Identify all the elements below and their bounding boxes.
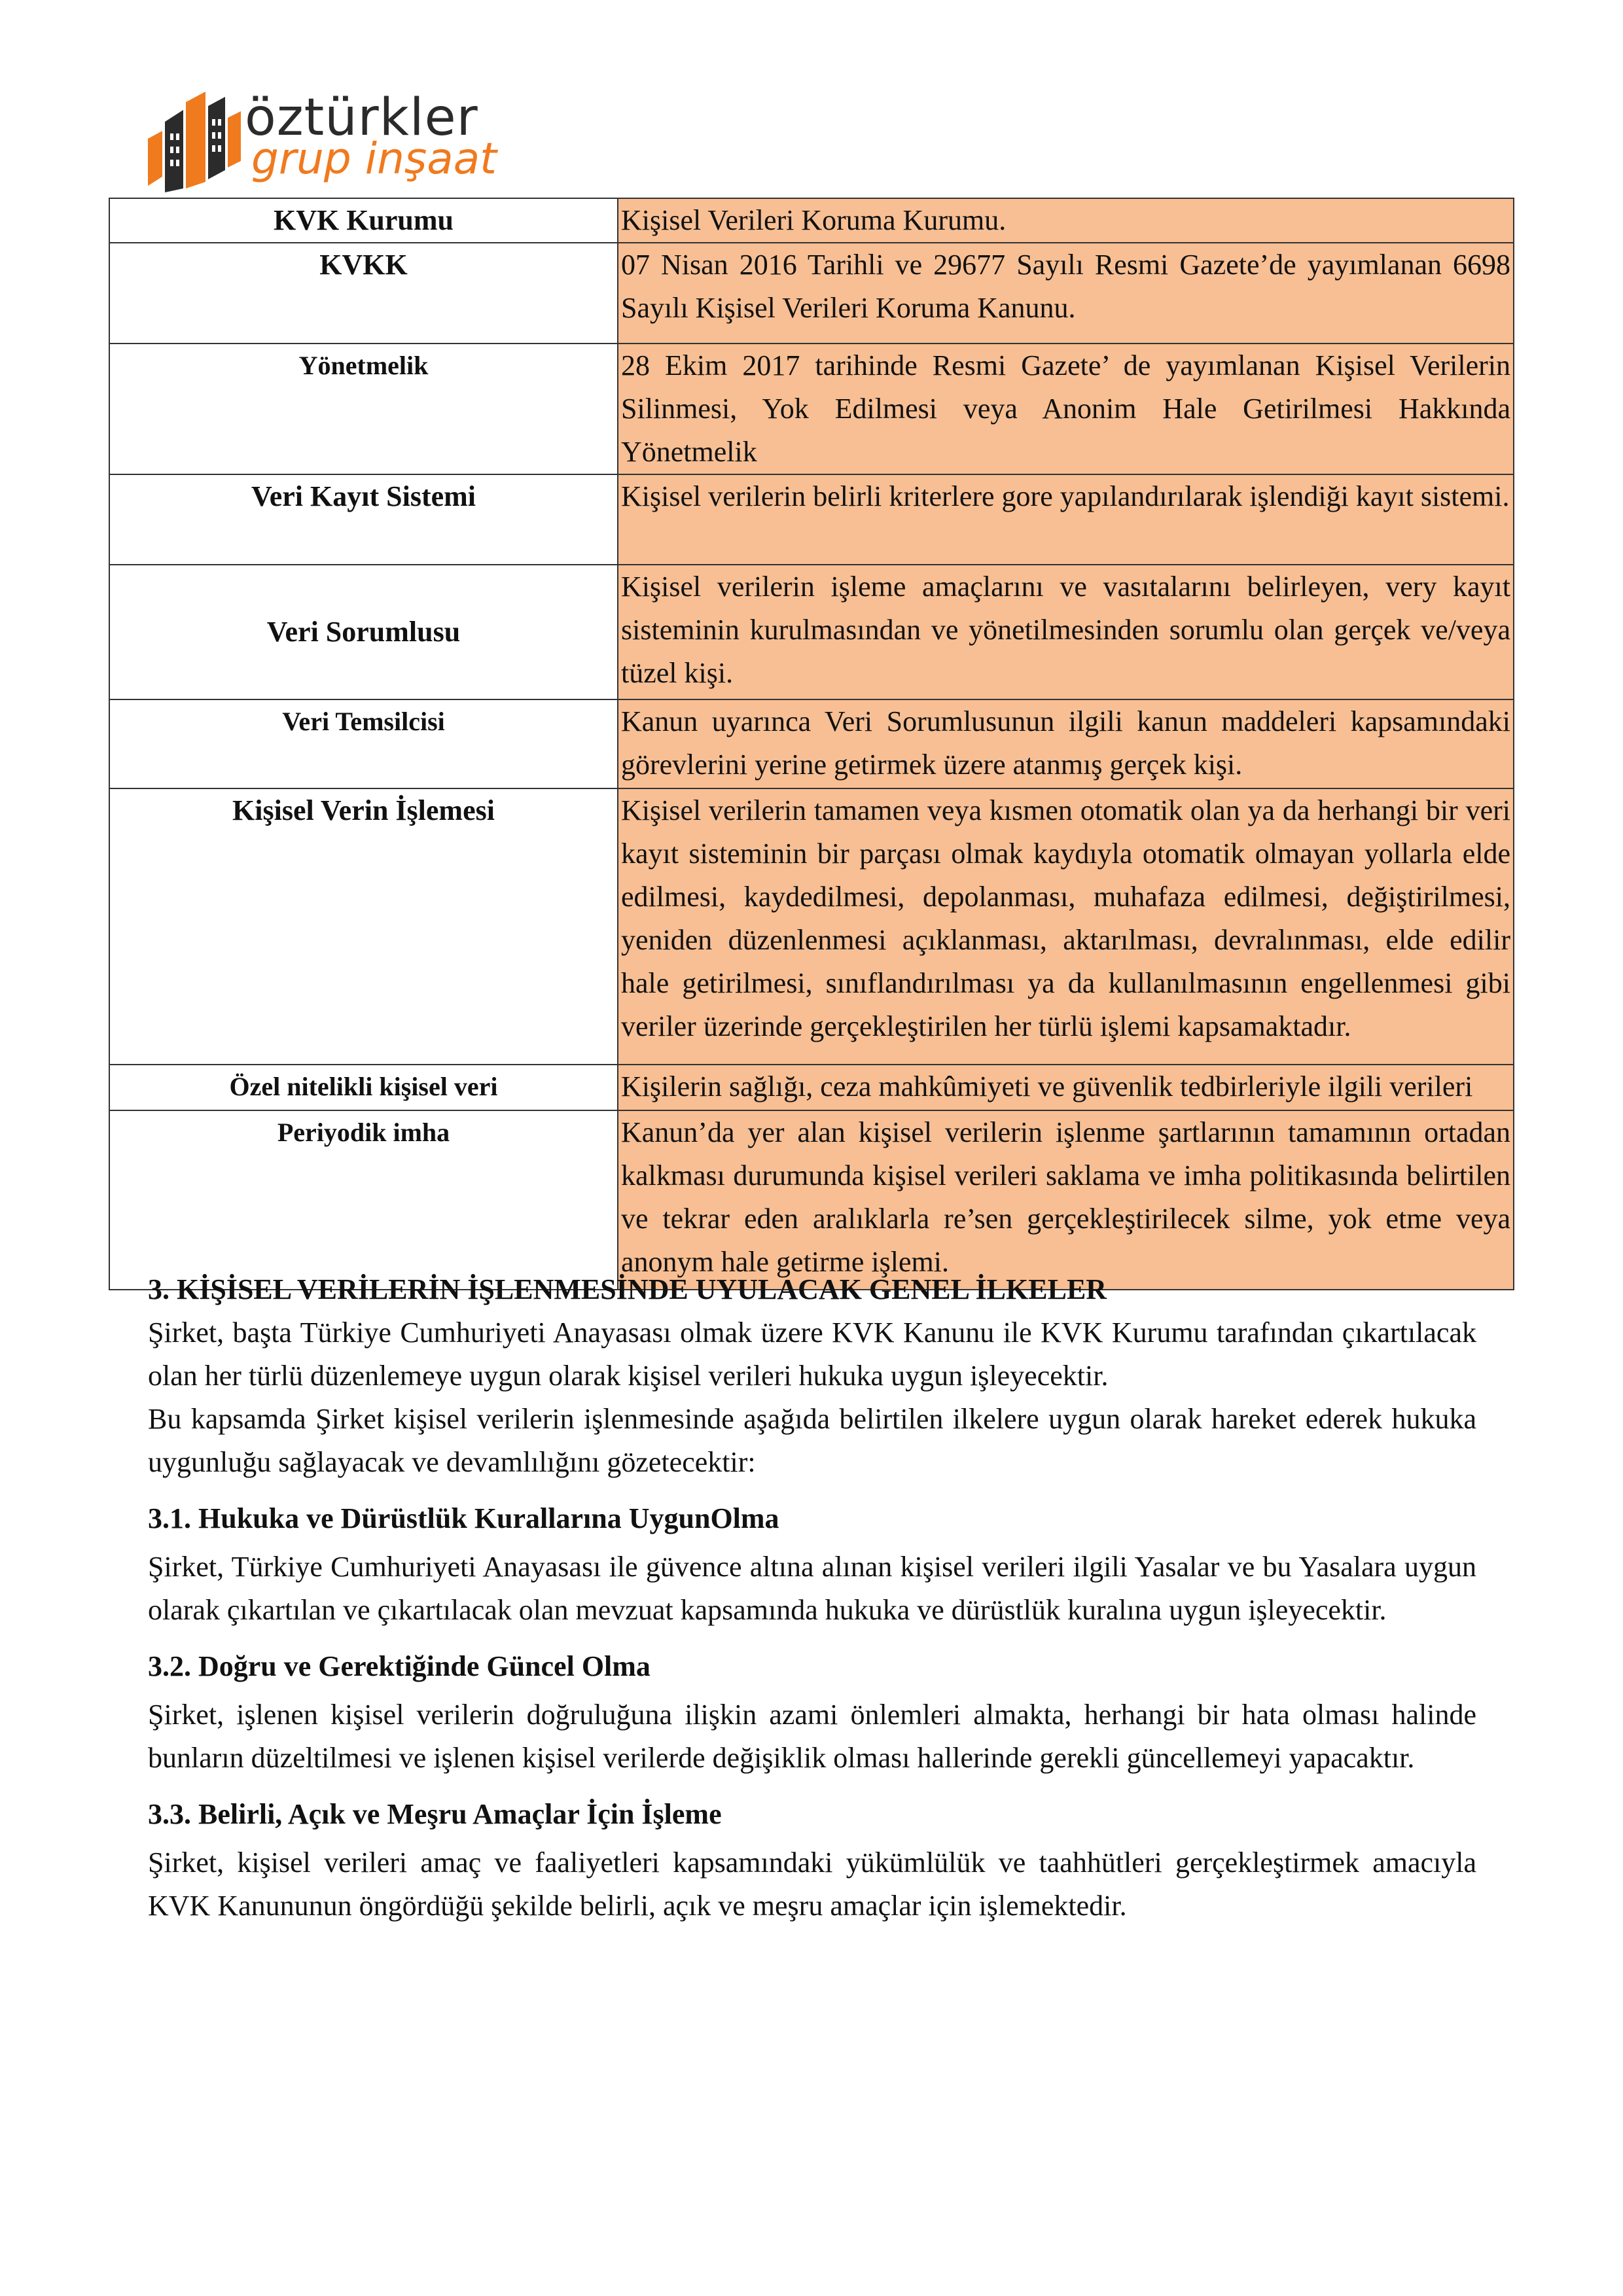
subsection-text: Şirket, Türkiye Cumhuriyeti Anayasası ile güvence altına alınan kişisel verileri ilgili Yasalar ve bu Yasalara uygun olarak çıkartılan ve çıkartılacak olan mevzuat kapsamında hukuka ve dürüstlük kuralına uygun işleyecektir. (148, 1551, 1476, 1626)
subsection-text: Şirket, kişisel verileri amaç ve faaliyetleri kapsamındaki yükümlülük ve taahhütleri gerçekleştirmek amacıyla KVK Kanununun öngördüğü şekilde belirli, açık ve meşru amaçlar için işlemektedir. (148, 1846, 1476, 1922)
definition-cell: Kişisel verilerin işleme amaçlarını ve vasıtalarını belirleyen, very kayıt sisteminin kurulmasından ve yönetilmesinden sorumlu olan gerçek ve/veya tüzel kişi. (618, 565, 1514, 699)
term-cell: Kişisel Verin İşlemesi (109, 788, 618, 1065)
term-cell: Veri Kayıt Sistemi (109, 474, 618, 565)
table-row (109, 1065, 1514, 1110)
term-cell: Veri Sorumlusu (109, 565, 618, 699)
definition-cell: Kişilerin sağlığı, ceza mahkûmiyeti ve güvenlik tedbirleriyle ilgili verileri (618, 1065, 1514, 1110)
term-cell: Yönetmelik (109, 344, 618, 474)
term-cell: KVK Kurumu (109, 198, 618, 243)
definition-cell: Kişisel verilerin tamamen veya kısmen otomatik olan ya da herhangi bir veri kayıt sisteminin bir parçası olmak kaydıyla otomatik olmayan yollarla elde edilmesi, kaydedilmesi, depolanması, muhafaza edilmesi, değiştirilmesi, yeniden düzenlenmesi açıklanması, aktarılması, devralınması, elde edilir hale getirilmesi, sınıflandırılması ya da kullanılmasının engellenmesi gibi veriler üzerinde gerçekleştirilen her türlü işlemi kapsamaktadır. (618, 788, 1514, 1065)
table-row (109, 565, 1514, 699)
building-icon (145, 90, 243, 195)
definitions-table (109, 198, 1514, 1290)
definition-cell: Kişisel Verileri Koruma Kurumu. (618, 198, 1514, 243)
logo-subtitle: grup inşaat (251, 133, 497, 184)
definition-cell: 28 Ekim 2017 tarihinde Resmi Gazete’ de yayımlanan Kişisel Verilerin Silinmesi, Yok Edilmesi veya Anonim Hale Getirilmesi Hakkında Yönetmelik (618, 344, 1514, 474)
subsection-heading: 3.1. Hukuka ve Dürüstlük Kurallarına UygunOlma (148, 1502, 779, 1534)
logo-name: öztürkler (245, 88, 478, 147)
term-cell: Veri Temsilcisi (109, 699, 618, 788)
definition-cell: 07 Nisan 2016 Tarihli ve 29677 Sayılı Resmi Gazete’de yayımlanan 6698 Sayılı Kişisel Verileri Koruma Kanunu. (618, 243, 1514, 344)
subsection-text: Şirket, işlenen kişisel verilerin doğruluğuna ilişkin azami önlemleri almakta, herhangi bir hata olması halinde bunların düzeltilmesi ve işlenen kişisel verilerde değişiklik olması hallerinde gerekli güncellemeyi yapacaktır. (148, 1699, 1476, 1774)
term-cell: Periyodik imha (109, 1110, 618, 1290)
table-row (109, 198, 1514, 243)
subsection-heading: 3.2. Doğru ve Gerektiğinde Güncel Olma (148, 1650, 651, 1682)
table-row (109, 243, 1514, 344)
company-logo (145, 90, 538, 195)
table-row (109, 699, 1514, 788)
table-row (109, 788, 1514, 1065)
section-3 (148, 1268, 1476, 1928)
table-row (109, 474, 1514, 565)
section-heading: 3. KİŞİSEL VERİLERİN İŞLENMESİNDE UYULACAK GENEL İLKELER (148, 1273, 1107, 1305)
definition-cell: Kanun’da yer alan kişisel verilerin işlenme şartlarının tamamının ortadan kalkması durumunda kişisel verileri saklama ve imha politikasında belirtilen ve tekrar eden aralıklarla re’sen gerçekleştirilecek silme, yok etme veya anonym hale getirme işlemi. (618, 1110, 1514, 1290)
intro-paragraph: Şirket, başta Türkiye Cumhuriyeti Anayasası olmak üzere KVK Kanunu ile KVK Kurumu tarafından çıkartılacak olan her türlü düzenlemeye uygun olarak kişisel verileri hukuka uygun işleyecektir. (148, 1316, 1476, 1392)
definition-cell: Kişisel verilerin belirli kriterlere gore yapılandırılarak işlendiği kayıt sistemi. (618, 474, 1514, 565)
table-row (109, 344, 1514, 474)
table-row (109, 1110, 1514, 1290)
term-cell: Özel nitelikli kişisel veri (109, 1065, 618, 1110)
term-cell: KVKK (109, 243, 618, 344)
intro-paragraph: Bu kapsamda Şirket kişisel verilerin işlenmesinde aşağıda belirtilen ilkelere uygun olarak hareket ederek hukuka uygunluğu sağlayacak ve devamlılığını gözetecektir: (148, 1403, 1476, 1478)
definition-cell: Kanun uyarınca Veri Sorumlusunun ilgili kanun maddeleri kapsamındaki görevlerini yerine getirmek üzere atanmış gerçek kişi. (618, 699, 1514, 788)
subsection-heading: 3.3. Belirli, Açık ve Meşru Amaçlar İçin İşleme (148, 1798, 722, 1830)
